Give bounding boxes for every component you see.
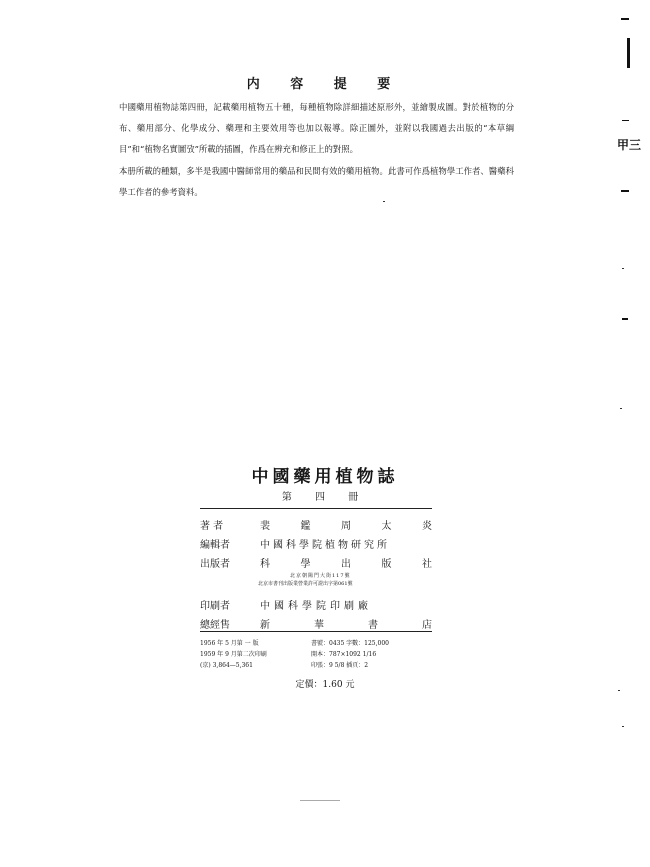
scan-dot xyxy=(300,800,340,801)
distributor-char: 店 xyxy=(422,620,432,631)
distributor-name xyxy=(260,616,432,631)
editor-name: 中國科學院植物研究所 xyxy=(260,540,390,551)
edition-code: (京) 3,864—5,361 xyxy=(200,662,253,669)
colophon-top-rule xyxy=(200,508,432,509)
edition-reprint: 1959 年 9 月第二次印刷 xyxy=(200,651,267,658)
publisher-char: 出 xyxy=(341,559,351,570)
scan-mark xyxy=(622,120,629,121)
publisher-char: 版 xyxy=(381,559,392,570)
book-number: 書號：0435 字數：125,000 xyxy=(311,640,389,647)
scan-dot xyxy=(620,408,622,409)
printer-name: 中國科學院印刷廠 xyxy=(260,601,372,612)
scan-mark xyxy=(621,18,629,20)
author-char: 太 xyxy=(381,521,392,532)
editor-label: 編輯者 xyxy=(200,540,230,551)
publisher-name xyxy=(260,555,432,570)
scan-dot xyxy=(618,690,620,691)
distributor-label: 總經售 xyxy=(200,620,230,631)
book-title: 中國藥用植物誌 xyxy=(251,467,399,487)
author-char: 裴 xyxy=(260,521,270,532)
book-format: 開本：787×1092 1/16 xyxy=(311,651,377,658)
scan-mark xyxy=(627,38,630,68)
publisher-label: 出版者 xyxy=(200,559,230,570)
distributor-char: 華 xyxy=(314,620,324,631)
author-char: 周 xyxy=(341,521,351,532)
scan-dot xyxy=(622,726,624,727)
publisher-char: 社 xyxy=(422,559,432,570)
volume-number: 第 四 冊 xyxy=(281,492,369,503)
scan-mark xyxy=(622,318,628,320)
summary-paragraph-2: 本册所載的種類，多半是我國中醫師常用的藥品和民間有效的藥用植物。此書可作爲植物學工作者、醫藥科學工作者的參考資料。 xyxy=(119,166,514,197)
publisher-char: 科 xyxy=(260,559,270,570)
publisher-char: 學 xyxy=(300,559,311,570)
summary-title: 内 容 提 要 xyxy=(246,77,404,92)
scan-dot xyxy=(383,201,385,202)
summary-paragraph-1: 中國藥用植物誌第四冊，記載藥用植物五十種，每種植物除詳細描述原形外，並繪製成圖。對於植物的分布、藥用部分、化學成分、藥理和主要效用等也加以報導。除正圖外，並附以我國過去出版的“本草綱目”和“植物名實圖攷”所載的插圖，作爲在辨充和修正上的對照。 xyxy=(119,102,514,154)
author-char: 炎 xyxy=(422,521,432,532)
publisher-license: 北京市書刊出版業營業許可證出字第061號 xyxy=(258,581,353,587)
distributor-char: 書 xyxy=(368,620,378,631)
author-label: 著 者 xyxy=(200,521,224,532)
edition-first: 1956 年 5 月第 一 版 xyxy=(200,640,259,647)
colophon-bottom-rule xyxy=(200,631,432,632)
author-char: 鑑 xyxy=(300,521,311,532)
margin-text: 甲三 xyxy=(617,138,642,152)
printer-label: 印刷者 xyxy=(200,601,230,612)
book-sheets: 印張：9 5/8 插頁：2 xyxy=(311,662,369,669)
distributor-char: 新 xyxy=(260,620,270,631)
scan-mark xyxy=(621,190,629,192)
scan-dot xyxy=(622,268,624,269)
publisher-address: 北京朝陽門大街117號 xyxy=(290,573,351,579)
author-names xyxy=(260,517,432,532)
price: 定價：1.60 元 xyxy=(295,680,355,690)
